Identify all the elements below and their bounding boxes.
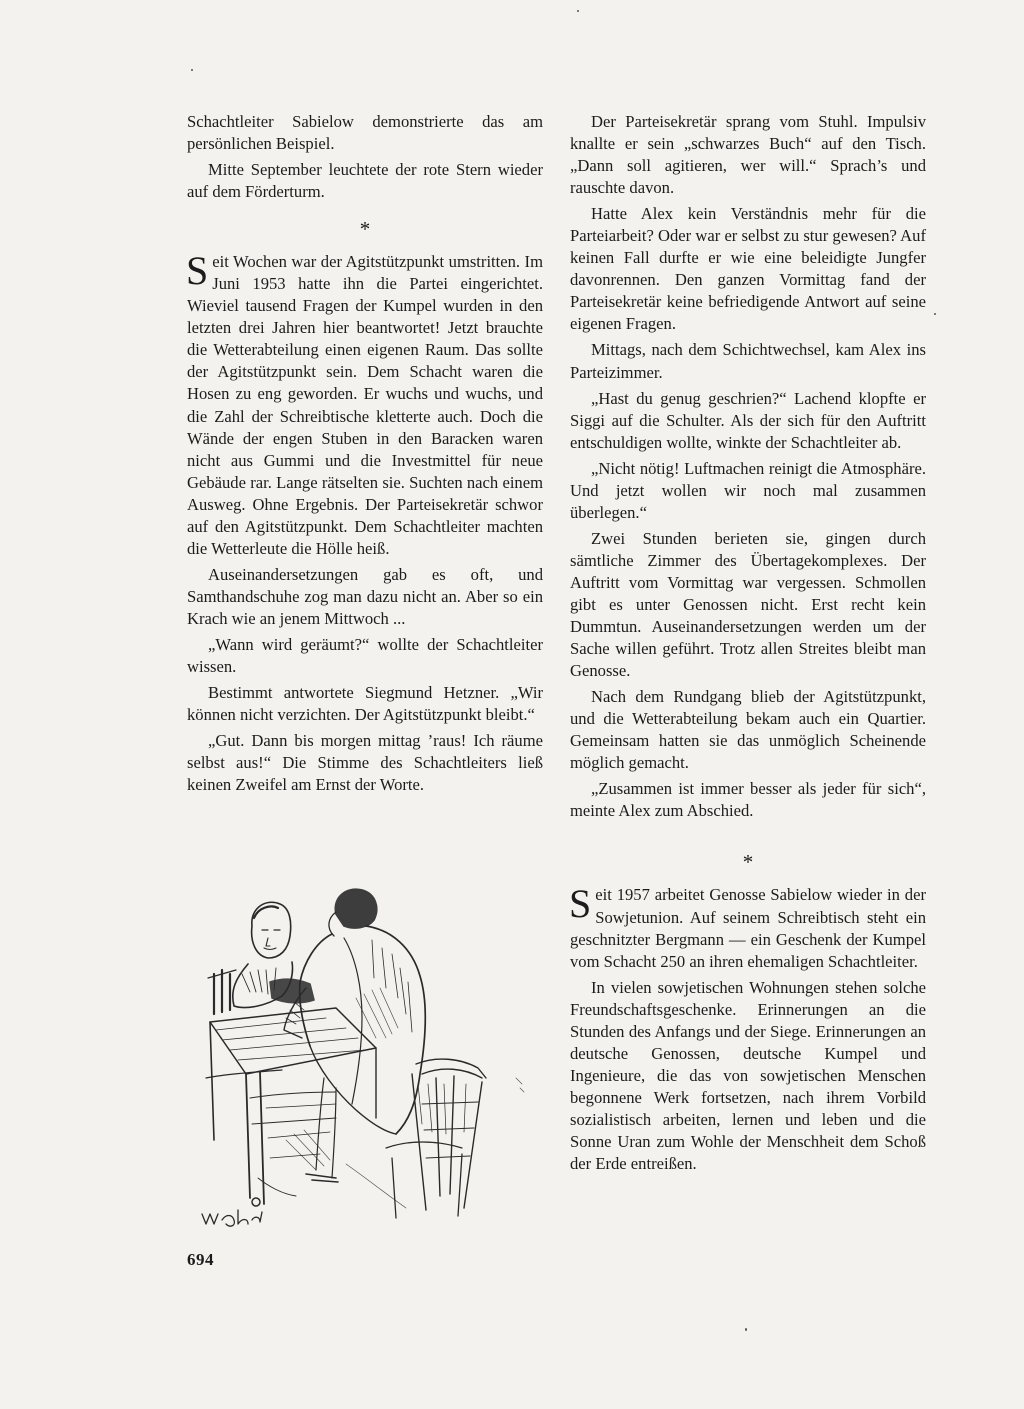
paragraph: Mittags, nach dem Schichtwechsel, kam Alex ins Parteizimmer. (570, 340, 926, 382)
paragraph: In vielen sowjetischen Wohnungen stehen solche Freundschaftsgeschenke. Erinnerungen an die Stunden des Anfangs und der Siege. Erinnerungen an deutsche Genossen, deutsche Kumpel und Ingenieure, die das von sowjetischen Menschen begonnene Werk fortsetzen, nach ihrem Vorbild sozialistisch arbeiten, lernen und leben und die Sonne Uran zum Wohle der Menschheit dem Schoß der Erde entreißen. (570, 977, 926, 1174)
paragraph: Auseinandersetzungen gab es oft, und Samthandschuhe zog man dazu nicht an. Aber so ein Krach wie an jenem Mittwoch ... (187, 564, 543, 628)
desk-drawing (206, 970, 376, 1206)
section-opening-paragraph (569, 881, 926, 972)
scan-speck (934, 313, 936, 315)
paragraph: „Hast du genug geschrien?“ Lachend klopfte er Siggi auf die Schulter. Als der sich für den Auftritt entschuldigen wollte, winkte der Schachtleiter ab. (570, 388, 926, 452)
section-opening-paragraph (186, 248, 543, 560)
scan-speck (577, 10, 579, 12)
seated-man-figure (233, 902, 314, 1007)
paragraph: Zwei Stunden berieten sie, gingen durch sämtliche Zimmer des Übertagekomplexes. Der Auftritt vom Vormittag war vergessen. Schmollen gibt es unter Genossen nicht. Erst recht kein Dummtun. Auseinandersetzungen werden um der Sache willen geführt. Trotz allen Streites bleibt man Genosse. (570, 528, 926, 681)
sketch-illustration (186, 878, 552, 1238)
left-column (187, 111, 543, 796)
drop-cap: S (569, 881, 592, 927)
paragraph-text: eit 1957 arbeitet Genosse Sabielow wieder in der Sowjetunion. Auf seinem Schreibtisch steht ein geschnitzter Bergmann — ein Geschenk der Kumpel vom Schacht 250 an ihren ehemaligen Schachtleiter. (570, 885, 926, 971)
section-separator: * (742, 850, 754, 875)
paragraph: „Gut. Dann bis morgen mittag ’raus! Ich räume selbst aus!“ Die Stimme des Schachtleiters ließ keinen Zweifel am Ernst der Worte. (187, 731, 543, 795)
right-column (570, 111, 926, 1175)
artist-signature (202, 1210, 262, 1226)
paragraph: Nach dem Rundgang blieb der Agitstützpunkt, und die Wetterabteilung bekam auch ein Quartier. Gemeinsam hatten sie das unmöglich Scheinende möglich gemacht. (570, 687, 926, 773)
paragraph: Der Parteisekretär sprang vom Stuhl. Impulsiv knallte er sein „schwarzes Buch“ auf den Tisch. „Dann soll agitieren, wer will.“ Sprach’s und rauschte davon. (570, 112, 926, 198)
paragraph: „Nicht nötig! Luftmachen reinigt die Atmosphäre. Und jetzt wollen wir noch mal zusammen überlegen.“ (570, 458, 926, 522)
paragraph-text: eit Wochen war der Agitstützpunkt umstritten. Im Juni 1953 hatte ihn die Partei eingerichtet. Wieviel tausend Fragen der Kumpel wurden in den letzten drei Jahren hier beantwortet! Jetzt brauchte die Wetterabteilung einen eigenen Raum. Das sollte der Agitstützpunkt sein. Dem Schacht waren die Hosen zu eng geworden. Er wuchs und wuchs, und die Zahl der Schreibtische kletterte auch. Doch die Wände der engen Stuben in den Baracken waren nicht aus Gummi und die Investmittel für neue Gebäude rar. Lange rätselten sie. Suchten nach einem Ausweg. Ohne Ergebnis. Der Parteisekretär schwor auf den Agitstützpunkt. Dem Schachtleiter machten die Wetterleute die Hölle heiß. (187, 252, 543, 558)
scan-speck (745, 1328, 747, 1331)
section-separator: * (359, 217, 371, 242)
paragraph: Bestimmt antwortete Siegmund Hetzner. „Wir können nicht verzichten. Der Agitstützpunkt bleibt.“ (187, 683, 543, 725)
scan-speck (191, 69, 193, 71)
standing-man-figure (284, 889, 425, 1182)
page-number: 694 (187, 1250, 214, 1269)
chair-drawing (386, 1059, 486, 1218)
paragraph: „Wann wird geräumt?“ wollte der Schachtleiter wissen. (187, 634, 543, 677)
paragraph: Hatte Alex kein Verständnis mehr für die Parteiarbeit? Oder war er selbst zu stur gewesen? Auf keinen Fall durfte er wie eine beleidigte Jungfer davonrennen. Den ganzen Vormittag fand der Parteisekretär keine befriedigende Antwort auf seine eigenen Fragen. (570, 204, 926, 334)
paragraph: „Zusammen ist immer besser als jeder für sich“, meinte Alex zum Abschied. (570, 779, 926, 821)
paragraph: Schachtleiter Sabielow demonstrierte das am persönlichen Beispiel. (187, 112, 543, 154)
drop-cap: S (186, 248, 209, 294)
paragraph: Mitte September leuchtete der rote Stern wieder auf dem Förderturm. (187, 160, 543, 202)
